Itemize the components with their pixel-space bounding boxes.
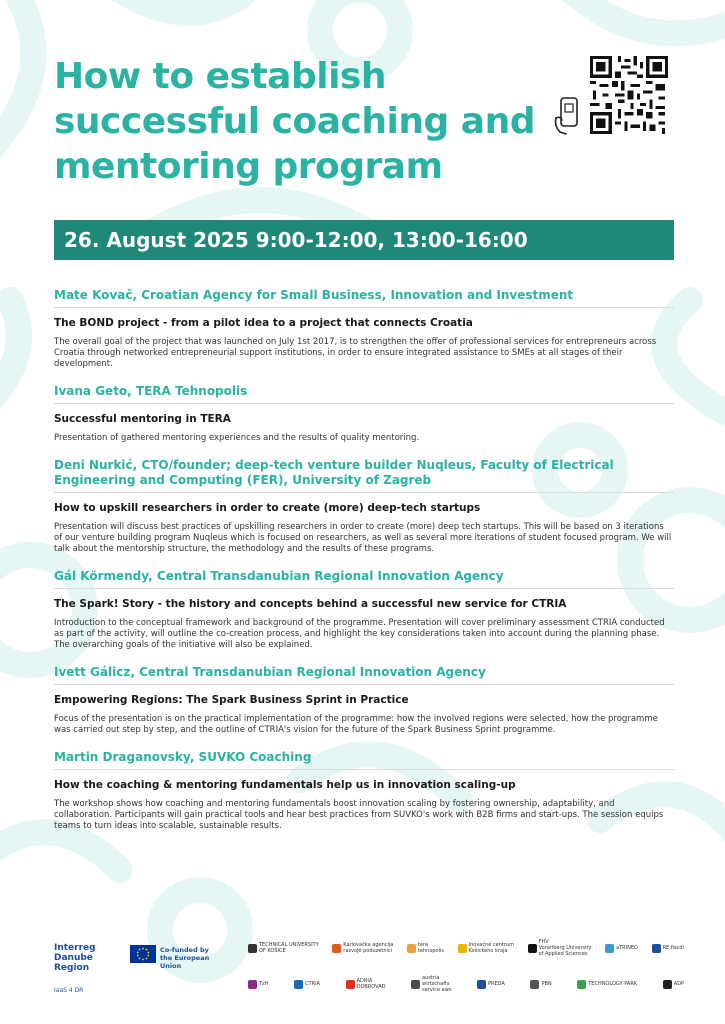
partner-logo-text: CTRIA xyxy=(305,981,320,987)
partner-logo-text: Karlovačka agencija razvoje poduzetnici xyxy=(343,942,394,954)
eu-cofunded-text: Co-funded by the European Union xyxy=(160,946,210,970)
partner-logo-mark-icon xyxy=(530,980,539,989)
partner-logo-text: TzH xyxy=(259,981,269,987)
partner-logo xyxy=(248,980,268,989)
interreg-project: IaaS 4 DR xyxy=(54,987,84,994)
partner-logo-mark-icon xyxy=(652,944,661,953)
partner-logo-mark-icon xyxy=(411,980,420,989)
talk-description: Presentation of gathered mentoring experiences and the results of quality mentoring. xyxy=(54,433,420,443)
partner-logo xyxy=(577,980,637,989)
talk-title: Empowering Regions: The Spark Business Sprint in Practice xyxy=(54,694,409,706)
partner-logo xyxy=(346,978,386,990)
partner-logos-row-1 xyxy=(248,939,684,957)
partner-logo xyxy=(248,942,319,954)
partner-logo-mark-icon xyxy=(605,944,614,953)
partner-logo-mark-icon xyxy=(248,944,257,953)
talk-speaker: Gál Körmendy, Central Transdanubian Regional Innovation Agency xyxy=(54,569,674,589)
interreg-line2: Danube Region xyxy=(54,953,93,973)
partner-logo-text: RE:fiscdi xyxy=(662,945,684,951)
talk-item xyxy=(54,569,674,651)
talk-description: The overall goal of the project that was launched on July 1st 2017, is to strengthen the offer of professional services for entrepreneurs across Croatia through networked entrepreneurial support institutions, in order to ensure integrated assistance to SMEs at all stages of their development. xyxy=(54,337,657,369)
eu-flag-icon xyxy=(130,945,156,963)
phone-qr-scan-icon xyxy=(552,96,582,136)
interreg-line1: Interreg xyxy=(54,943,96,953)
partner-logo xyxy=(407,942,444,954)
talk-title: Successful mentoring in TERA xyxy=(54,413,231,425)
talk-item xyxy=(54,288,674,370)
partner-logo-text: aTRINEO xyxy=(616,945,638,951)
partner-logo xyxy=(528,939,592,957)
talk-item xyxy=(54,750,674,832)
talk-title: How to upskill researchers in order to create (more) deep-tech startups xyxy=(54,502,481,514)
partner-logo-text: ADRIA DOBROVAD xyxy=(356,978,386,990)
partner-logo-mark-icon xyxy=(577,980,586,989)
partner-logo-text: PBN xyxy=(541,981,552,987)
partner-logo-mark-icon xyxy=(248,980,257,989)
partner-logo xyxy=(477,980,505,989)
partner-logo xyxy=(294,980,320,989)
partner-logo-mark-icon xyxy=(528,944,537,953)
partner-logo-text: PREDA xyxy=(488,981,505,987)
talk-title: How the coaching & mentoring fundamentals help us in innovation scaling-up xyxy=(54,779,516,791)
partner-logo-text: ADP xyxy=(673,981,684,987)
partner-logo-mark-icon xyxy=(332,944,341,953)
partner-logo-mark-icon xyxy=(663,980,672,989)
qr-block xyxy=(552,56,670,136)
talk-speaker: Deni Nurkić, CTO/founder; deep-tech venture builder Nuqleus, Faculty of Electrical Engineering and Computing (FER), University of Zagreb xyxy=(54,458,674,493)
talk-title: The Spark! Story - the history and concepts behind a successful new service for CTRIA xyxy=(54,598,567,610)
partner-logo xyxy=(663,980,684,989)
partner-logo xyxy=(458,942,514,954)
partner-logo-text: TECHNICAL UNIVERSITY OF KOŠICE xyxy=(259,942,319,954)
footer-logos xyxy=(54,935,684,1005)
partner-logo xyxy=(411,975,451,993)
talk-description: Introduction to the conceptual framework and background of the programme. Presentation will cover preliminary assessment CTRIA conducted as part of the activity, will outline the co-creation process, and highlight the key considerations taken into account during the planning phase. The overarching goals of the initiative will also be explained. xyxy=(54,618,665,650)
partner-logo-text: FHV Vorarlberg University of Applied Sciences xyxy=(538,939,592,957)
eu-cofunded-logo xyxy=(130,945,230,970)
talk-list xyxy=(54,288,674,846)
partner-logos-row-2 xyxy=(248,975,684,993)
page-title: How to establish successful coaching and mentoring program xyxy=(54,56,535,187)
partner-logo-mark-icon xyxy=(294,980,303,989)
partner-logo xyxy=(652,944,684,953)
interreg-logo xyxy=(54,943,129,994)
date-bar: 26. August 2025 9:00-12:00, 13:00-16:00 xyxy=(54,220,674,260)
partner-logo-text: TECHNOLOGY PARK xyxy=(588,981,638,987)
partner-logo-mark-icon xyxy=(458,944,467,953)
talk-title: The BOND project - from a pilot idea to a project that connects Croatia xyxy=(54,317,473,329)
partner-logo-mark-icon xyxy=(346,980,355,989)
partner-logo-mark-icon xyxy=(407,944,416,953)
talk-speaker: Mate Kovač, Croatian Agency for Small Business, Innovation and Investment xyxy=(54,288,674,308)
partner-logo-text: Inovačné centrum Košického kraja xyxy=(468,942,514,954)
talk-speaker: Ivett Gálicz, Central Transdanubian Regional Innovation Agency xyxy=(54,665,674,685)
partner-logo xyxy=(332,942,393,954)
talk-speaker: Ivana Geto, TERA Tehnopolis xyxy=(54,384,674,404)
talk-description: The workshop shows how coaching and mentoring fundamentals boost innovation scaling by fostering ownership, adaptability, and collaboration. Participants will gain practical tools and hear best practices from SUVKO's work with B2B firms and start-ups. The session equips teams to turn ideas into scalable, sustainable results. xyxy=(54,799,664,831)
partner-logo xyxy=(530,980,551,989)
qr-code[interactable] xyxy=(590,56,668,134)
talk-item xyxy=(54,665,674,736)
partner-logo xyxy=(605,944,638,953)
talk-speaker: Martin Draganovsky, SUVKO Coaching xyxy=(54,750,674,770)
partner-logo-text: tera tehnopolis xyxy=(417,942,445,954)
partner-logo-mark-icon xyxy=(477,980,486,989)
partner-logo-text: austria wirtschafts service aws xyxy=(422,975,452,993)
talk-item xyxy=(54,384,674,444)
talk-item xyxy=(54,458,674,555)
talk-description: Focus of the presentation is on the practical implementation of the programme: how the involved regions were selected, how the programme was carried out step by step, and the outline of CTRIA's vision for the future of the Spark Business Sprint programme. xyxy=(54,714,658,735)
talk-description: Presentation will discuss best practices of upskilling researchers in order to create (more) deep tech startups. This will be based on 3 iterations of our venture building program Nuqleus which is focused on researchers, as well as several more iterations of student focused program. We will talk about the mentorship structure, the methodology and the results of these programs. xyxy=(54,522,672,554)
